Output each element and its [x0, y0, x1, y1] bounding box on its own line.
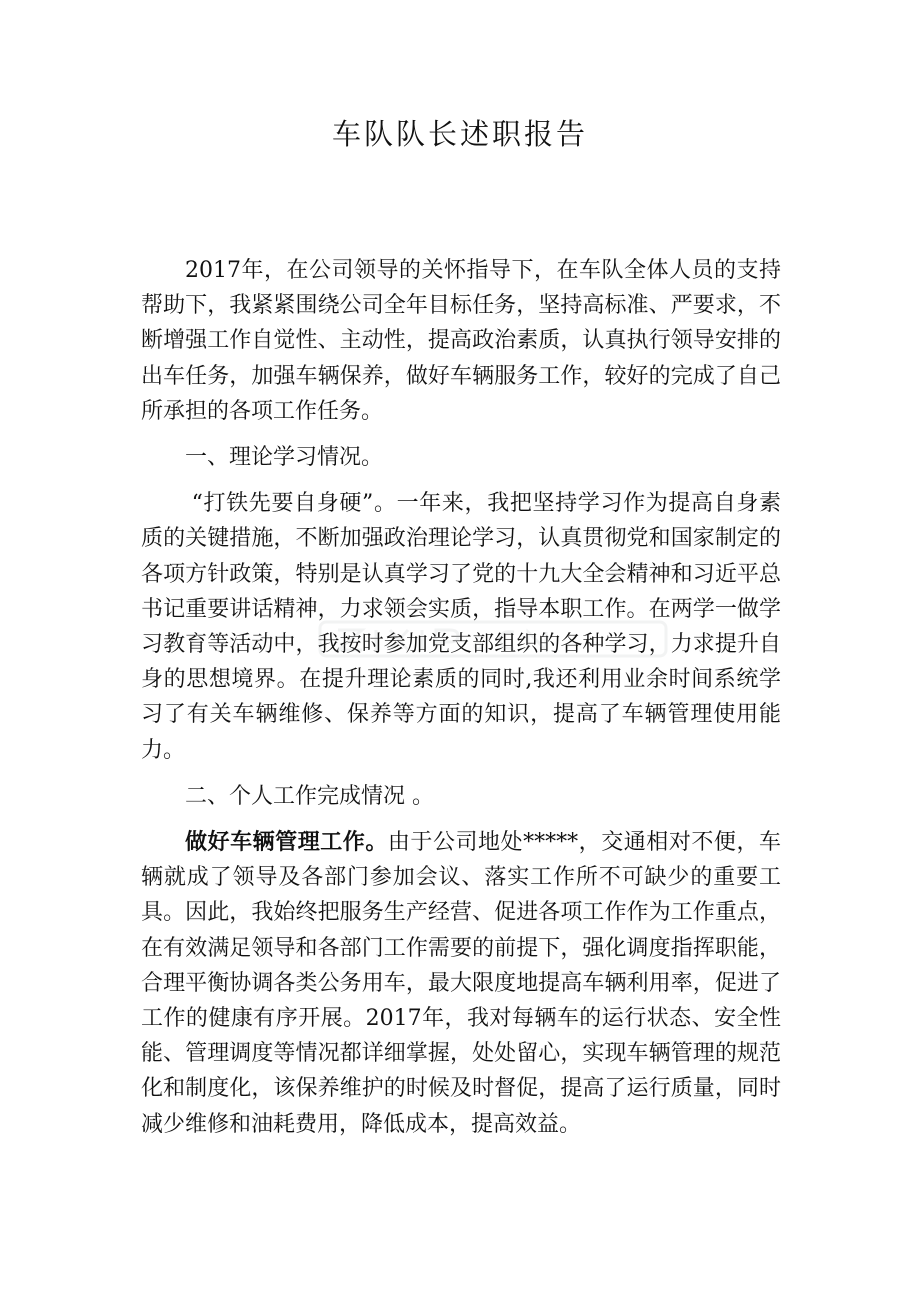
document-title: 车队队长述职报告: [331, 117, 588, 151]
intro-paragraph: 2017年，在公司领导的关怀指导下，在车队全体人员的支持帮助下，我紧紧围绕公司全年目标任务，坚持高标准、严要求，不断增强工作自觉性、主动性，提高政治素质，认真执行领导安排的出车任务，加强车辆保养，做好车辆服务工作，较好的完成了自己所承担的各项工作任务。: [141, 258, 781, 424]
section-heading-theory-study: 一、理论学习情况。: [185, 445, 384, 471]
vehicle-management-lead: 做好车辆管理工作。: [185, 829, 388, 856]
vehicle-management-text: 由于公司地处*****，交通相对不便，车辆就成了领导及各部门参加会议、落实工作所不可缺少的重要工具。因此，我始终把服务生产经营、促进各项工作作为工作重点，在有效满足领导和各部门工作需要的前提下，强化调度指挥职能，合理平衡协调各类公务用车，最大限度地提高车辆利用率，促进了工作的健康有序开展。2017年，我对每辆车的运行状态、安全性能、管理调度等情况都详细掌握，处处留心，实现车辆管理的规范化和制度化，该保养维护的时候及时督促，提高了运行质量，同时减少维修和油耗费用，降低成本，提高效益。: [141, 830, 781, 1137]
document-body: [141, 253, 781, 1142]
theory-study-paragraph: “打铁先要自身硬”。一年来，我把坚持学习作为提高自身素质的关键措施，不断加强政治理论学习，认真贯彻党和国家制定的各项方针政策，特别是认真学习了党的十九大全会精神和习近平总书记重要讲话精神，力求领会实质，指导本职工作。在两学一做学习教育等活动中，我按时参加党支部组织的各种学习，力求提升自身的思想境界。在提升理论素质的同时,我还利用业余时间系统学习了有关车辆维修、保养等方面的知识，提高了车辆管理使用能力。: [141, 491, 781, 763]
vehicle-management-paragraph: [141, 825, 781, 1142]
section-heading-work-completion: 二、个人工作完成情况 。: [185, 783, 434, 809]
